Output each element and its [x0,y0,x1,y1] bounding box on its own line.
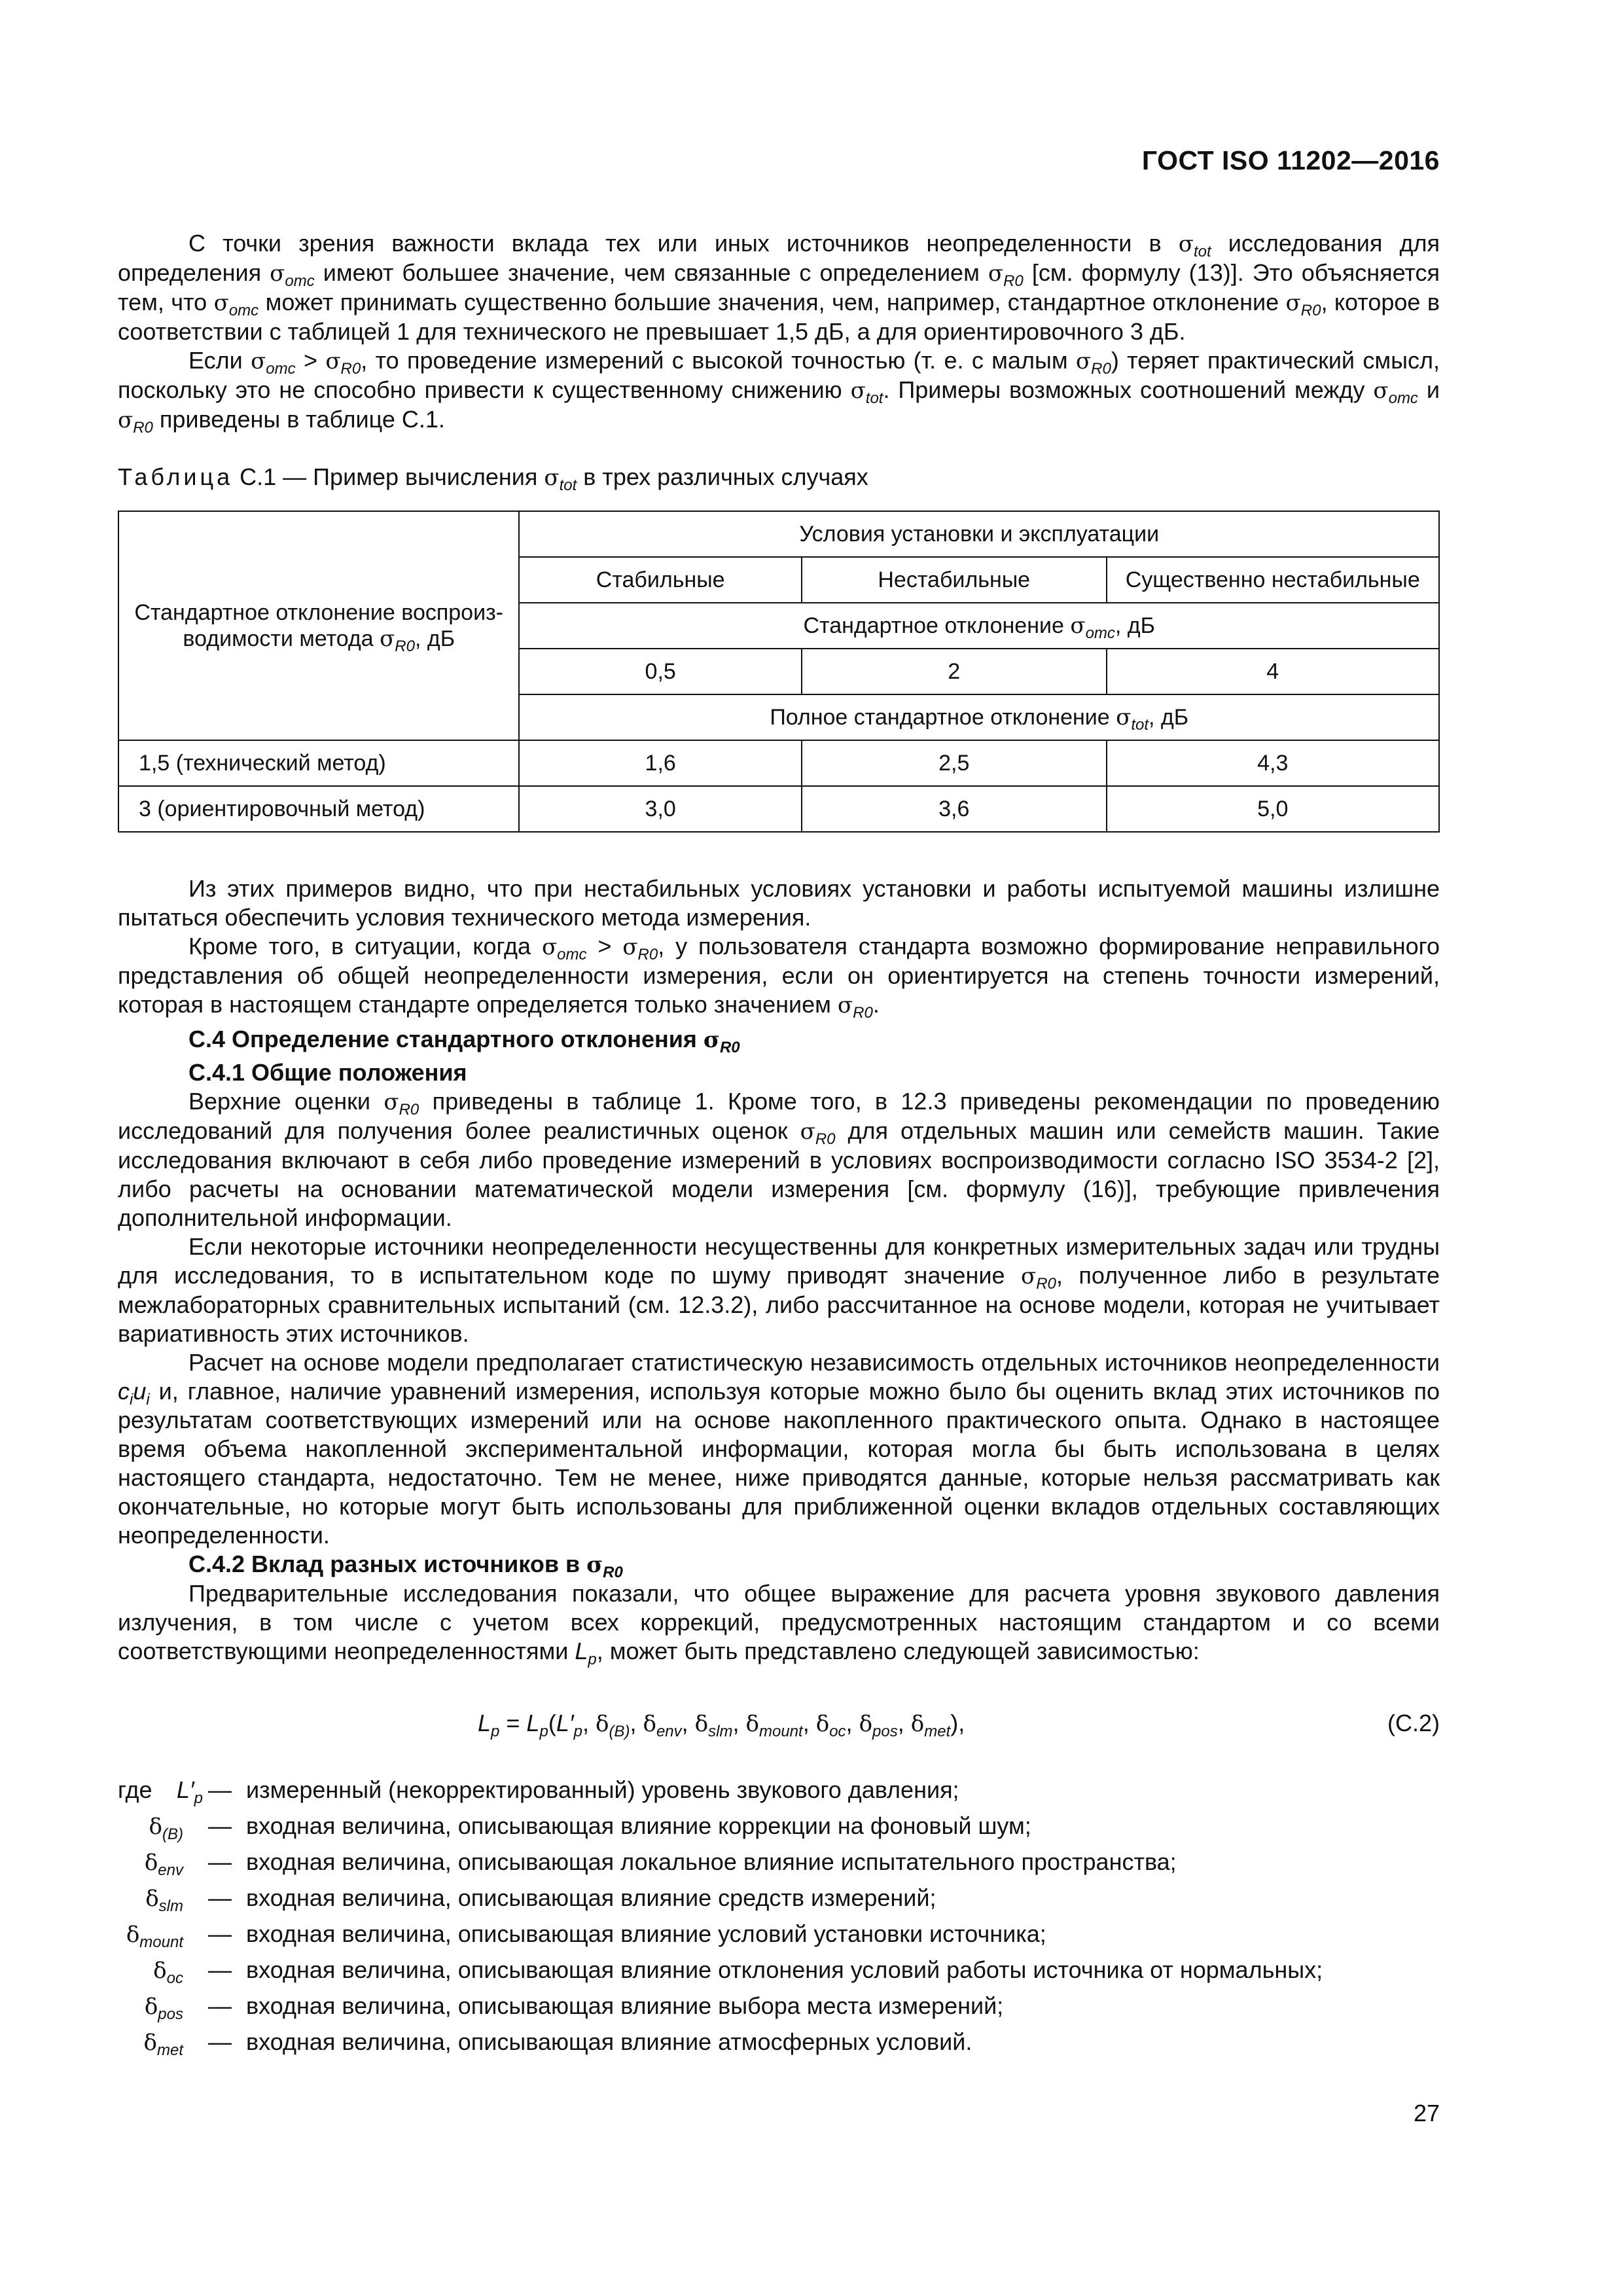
table-cell: 5,0 [1107,786,1439,832]
subscript: slm [708,1723,733,1740]
sigma-symbol: σ [541,934,558,960]
subscript: R0 [133,419,153,437]
sigma-symbol: σ [251,348,266,374]
definition-item [118,1884,1440,1920]
sigma-symbol: σ [325,348,341,374]
table-cell: 2,5 [802,740,1107,786]
subscript: R0 [1300,302,1321,319]
row-label: 1,5 (технический метод) [118,740,519,786]
c42-paragraph: Предварительные исследования показали, что общее выражение для расчета уровня звукового давления излучения, в том числе с учетом всех коррекций, предусмотренных настоящим стандартом и со всеми соответствующими неопределенностями $L_p$, может быть представлено следующей зависимостью: [118,1580,1440,1668]
sigma-symbol: σ [800,1119,815,1145]
table-cell: 4,3 [1107,740,1439,786]
subscript: met [924,1723,951,1740]
col-header-unstable: Нестабильные [802,557,1107,603]
definition-item [118,1848,1440,1884]
definition-text: входная величина, описывающая локальное влияние испытательного пространства; [246,1848,1177,1875]
definition-symbol: $\delta_{(B)}$ [149,1814,183,1843]
sigma-symbol: σ [622,934,638,960]
equation-formula: $L_p = L_p(L'_p$, $\delta_{(B)}$, $\delta_{env}$, $\delta_{slm}$, $\delta_{mount}$, $\delta_{oc}$, $\delta_{pos}$, $\delta_{met}$), [478,1710,965,1740]
definition-dash: — [208,2028,232,2055]
definition-symbol: $\delta_{mount}$ [126,1922,183,1951]
table-cell: 1,6 [519,740,802,786]
definition-symbol: $\delta_{pos}$ [144,1994,183,2023]
delta-symbol: δ [859,1711,873,1737]
where-label: где [118,1776,152,1803]
sigma-symbol: σ [118,407,134,433]
comparison-table [118,511,1440,833]
sigma-symbol: σ [1075,348,1092,374]
definition-text: входная величина, описывающая влияние средств измерений; [246,1884,936,1911]
c41-paragraph-1: Верхние оценки $\sigma_{R0}$ приведены в таблице 1. Кроме того, в 12.3 приведены рекомендации по проведению исследований для получения более реалистичных оценок $\sigma_{R0}$ для отдельных машин или семейств машин. Такие исследования включают в себя либо проведение измерений в условиях воспроизводимости согласно ISO 3534-2 [2], либо расчеты на основании математической модели измерения [см. формулу (16)], требующие привлечения дополнительной информации. [118,1088,1440,1231]
body-block [118,874,1440,1666]
sigma-symbol: σ [988,260,1004,287]
section-c42-title: С.4.2 Вклад разных источников в $\sigma_{R0}$ [188,1551,623,1581]
sigma-symbol: σ [1373,378,1389,404]
table-cell: 3,6 [802,786,1107,832]
subscript: omc [1388,389,1418,407]
definition-dash: — [208,1848,232,1875]
definition-item [118,1992,1440,2028]
subscript: tot [1193,243,1211,260]
definition-item [118,1920,1440,1956]
subscript: mount [758,1723,803,1740]
delta-symbol: δ [694,1711,709,1737]
subscript: omc [266,360,296,378]
subscript: oc [829,1723,846,1740]
subscript: R0 [1091,360,1111,378]
subscript: R0 [340,360,361,378]
definition-symbol: $\delta_{slm}$ [145,1886,183,1915]
omc-value: 4 [1107,649,1439,694]
sigma-symbol: σ [1285,290,1301,316]
after-paragraph-2: Кроме того, в ситуации, когда $\sigma_{omc} > \sigma_{R0}$, у пользователя стандарта возможно формирование неправильного представления об общей неопределенности измерения, если он ориентируется на степень точности измерений, которая в настоящем стандарте определяется только значением $\sigma_{R0}$. [118,933,1440,1022]
omc-value: 0,5 [519,649,802,694]
after-paragraph-1: Из этих примеров видно, что при нестабильных условиях установки и работы испытуемой машины излишне пытаться обеспечить условия технического метода измерения. [118,875,1440,931]
subscript: omc [557,946,587,963]
delta-symbol: δ [910,1711,925,1737]
equation-terms: , $\delta_{(B)}$, $\delta_{env}$, $\delta_{slm}$, $\delta_{mount}$, $\delta_{oc}$, $\delta_{pos}$, $\delta_{met}$ [582,1710,951,1740]
definition-item [118,1812,1440,1848]
equation-c2 [118,1710,1440,1749]
definition-text: входная величина, описывающая влияние атмосферных условий. [246,2028,972,2055]
table-row [118,740,1439,786]
intro-paragraph-2: Если $\sigma_{omc} > \sigma_{R0}$, то проведение измерений с высокой точностью (т. е. с малым $\sigma_{R0}$) теряет практический смысл, поскольку это не способно привести к существенному снижению $\sigma_{tot}$. Примеры возможных соотношений между $\sigma_{omc}$ и $\sigma_{R0}$ приведены в таблице С.1. [118,347,1440,437]
definition-dash: — [208,1920,232,1947]
definition-dash: — [208,1992,232,2019]
table-row [118,786,1439,832]
subscript: R0 [853,1004,873,1022]
page-number: 27 [1413,2100,1440,2126]
omc-header: Стандартное отклонение $\sigma_{omc}$, дБ [519,603,1439,649]
subscript: R0 [637,946,658,963]
c41-paragraph-2: Если некоторые источники неопределенности несущественны для конкретных измерительных задач или трудны для исследования, то в испытательном коде по шуму приводят значение $\sigma_{R0}$, полученное либо в результате межлабораторных сравнительных испытаний (см. 12.3.2), либо рассчитанное на основе модели, которая не учитывает вариативность этих источников. [118,1233,1440,1347]
subscript: R0 [1036,1275,1056,1293]
document-page [118,0,1440,2296]
intro-paragraph-1: С точки зрения важности вклада тех или иных источников неопределенности в $\sigma_{tot}$ исследования для определения $\sigma_{omc}$ имеют большее значение, чем связанные с определением $\sigma_{R0}$ [см. формулу (13)]. Это объясняется тем, что $\sigma_{omc}$ может принимать существенно большие значения, чем, например, стандартное отклонение $\sigma_{R0}$, которое в соответствии с таблицей 1 для технического не превышает 1,5 дБ, а для ориентировочного 3 дБ. [118,230,1440,345]
subscript: tot [865,389,883,407]
definition-dash: — [208,1812,232,1839]
intro-block [118,229,1440,435]
definition-item [118,2028,1440,2064]
subscript: (B) [609,1723,630,1740]
delta-symbol: δ [815,1711,830,1737]
sigma-symbol: σ [1178,231,1194,257]
table-caption: Таблица С.1 — Пример вычисления $\sigma_{tot}$ в трех различных случаях [118,463,868,494]
subscript: R0 [815,1130,836,1148]
section-c41-title: С.4.1 Общие положения [188,1059,467,1086]
sigma-symbol: σ [270,260,285,287]
delta-symbol: δ [595,1711,609,1737]
col-header-very-unstable: Существенно нестабильные [1107,557,1439,603]
subscript: R0 [1003,272,1024,290]
sigma-symbol: σ [850,378,866,404]
sigma-symbol: σ [1020,1263,1037,1289]
c41-paragraph-3: Расчет на основе модели предполагает статистическую независимость отдельных источников неопределенности $c_iu_i$ и, главное, наличие уравнений измерения, используя которые можно было бы оценить вклад этих источников по результатам соответствующих измерений или на основе накопленного практического опыта. Однако в настоящее время объема накопленной экспериментальной информации, которая могла бы быть использована в целях настоящего стандарта, недостаточно. Тем не менее, ниже приводятся данные, которые нельзя рассматривать как окончательные, но которые могут быть использованы для приближенной оценки вкладов отдельных составляющих неопределенности. [118,1349,1440,1549]
definition-symbol: $\delta_{oc}$ [153,1958,183,1987]
table-cell: 3,0 [519,786,802,832]
definition-text: входная величина, описывающая влияние выбора места измерений; [246,1992,1004,2019]
definition-symbol: $\delta_{env}$ [144,1850,183,1879]
definition-symbol: $\delta_{met}$ [143,2030,183,2059]
row-label: 3 (ориентировочный метод) [118,786,519,832]
conditions-header: Условия установки и эксплуатации [519,511,1439,557]
definition-dash: — [208,1956,232,1983]
definition-dash: — [208,1884,232,1911]
subscript: env [656,1723,682,1740]
definitions-list [118,1776,1440,2064]
definition-text: входная величина, описывающая влияние коррекции на фоновый шум; [246,1812,1031,1839]
delta-symbol: δ [643,1711,656,1737]
definition-dash: — [208,1776,232,1803]
section-c4-title: С.4 Определение стандартного отклонения $\sigma_{R0}$ [188,1026,740,1056]
sigma-symbol: σ [213,290,229,316]
definition-symbol: $L'_p$ [176,1776,203,1807]
subscript: omc [285,272,315,290]
row-header-cell: Стандартное отклонение воспроиз- водимости метода $\sigma_{R0}$, дБ [118,511,519,740]
document-code: ГОСТ ISO 11202—2016 [1141,145,1440,175]
definition-text: входная величина, описывающая влияние отклонения условий работы источника от нормальных; [246,1956,1323,1983]
subscript: omc [228,302,259,319]
definition-text: измеренный (некорректированный) уровень звукового давления; [246,1776,959,1803]
definition-item [118,1956,1440,1992]
sigma-symbol: σ [837,992,853,1018]
sigma-symbol: σ [383,1089,399,1115]
definition-text: входная величина, описывающая влияние условий установки источника; [246,1920,1046,1947]
tot-header: Полное стандартное отклонение $\sigma_{tot}$, дБ [519,694,1439,740]
omc-value: 2 [802,649,1107,694]
col-header-stable: Стабильные [519,557,802,603]
definition-item [118,1776,1440,1812]
subscript: R0 [399,1101,419,1119]
subscript: pos [872,1723,898,1740]
equation-number: (С.2) [1387,1710,1440,1736]
delta-symbol: δ [745,1711,759,1737]
